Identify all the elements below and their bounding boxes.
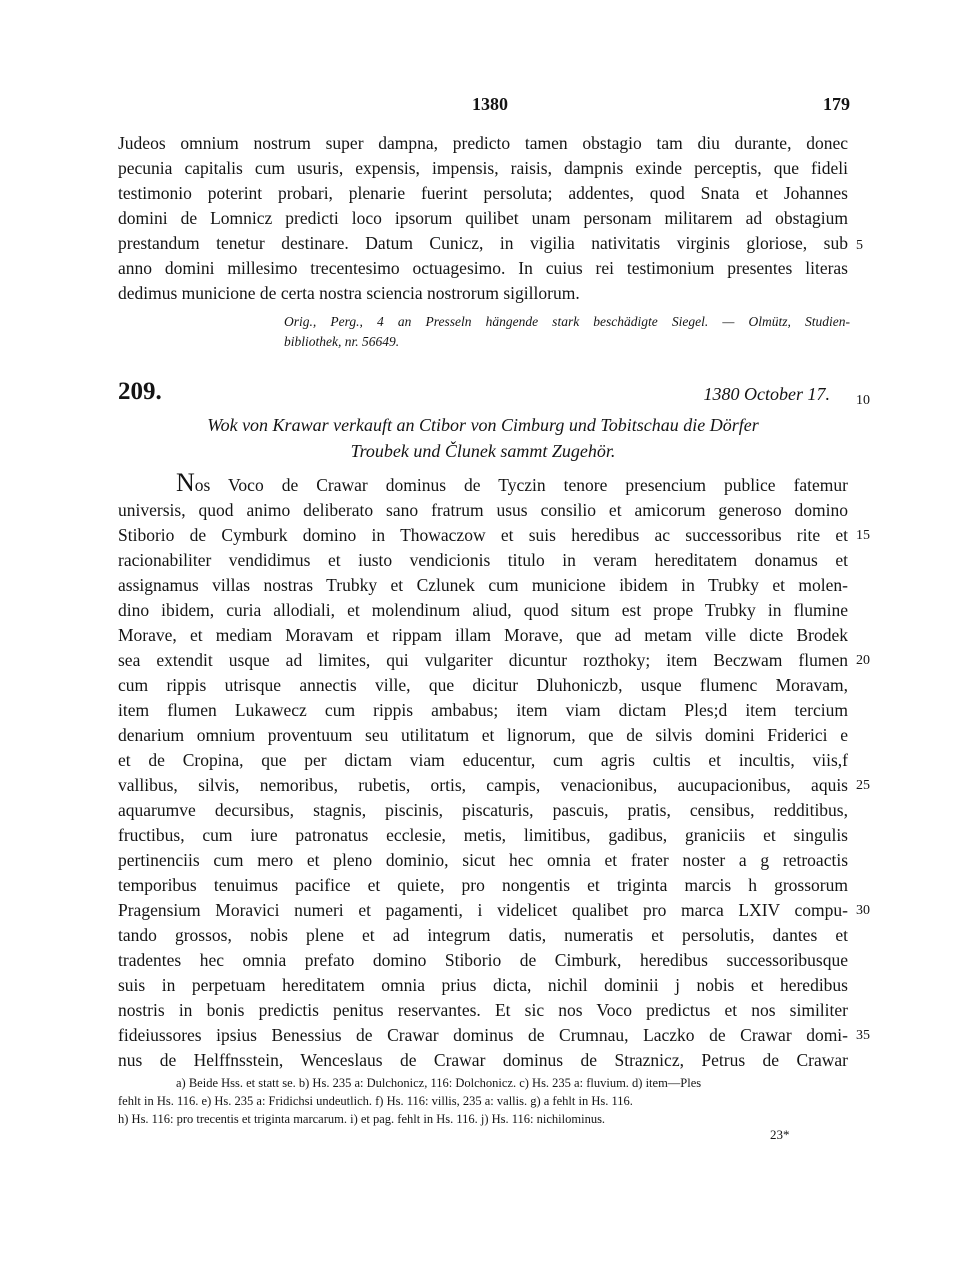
footnote-line: a) Beide Hss. et statt se. b) Hs. 235 a: Dulchonicz, 116: Dolchonicz. c) Hs. 235 a: fluvium. d) item—Ples [176, 1076, 702, 1090]
line-number: 25 [856, 778, 870, 793]
prev-text-line: anno domini millesimo trecentesimo octuagesimo. In cuius rei testimonium presentes literas [118, 258, 848, 278]
body-line: temporibus tenuimus pacifice et quiete, pro nongentis et triginta marcis h grossorum [118, 875, 848, 895]
body-line: et de Cropina, que per dictam viam educentur, cum agris cultis et incultis, viis,f [118, 750, 848, 770]
line-number: 35 [856, 1028, 870, 1043]
body-line: Stiborio de Cymburk domino in Thowaczow et suis heredibus ac successoribus rite et [118, 525, 848, 545]
prev-text-line: dedimus municione de certa nostra sciencia nostrorum sigillorum. [118, 283, 580, 303]
body-line: assignamus villas nostras Trubky et Czlunek cum municione ibidem in Trubky et molen- [118, 575, 848, 595]
running-head-year: 1380 [472, 94, 508, 114]
line-number: 30 [856, 903, 870, 918]
body-line: pertinenciis cum mero et pleno dominio, sicut hec omnia et frater noster a g retroactis [118, 850, 848, 870]
source-note: Orig., Perg., 4 an Presseln hängende stark beschädigte Siegel. — Olmütz, Studien- [284, 314, 850, 329]
body-line: denarium omnium proventuum seu utilitatum et lignorum, que de silvis domini Friderici e [118, 725, 848, 745]
initial-letter: N [176, 468, 195, 497]
body-line: sea extendit usque ad limites, qui vulgariter dicuntur rozthoky; item Beczwam flumen [118, 650, 848, 670]
regest-line: Wok von Krawar verkauft an Ctibor von Cimburg und Tobitschau die Dörfer [207, 415, 759, 435]
regest-line: Troubek und Člunek sammt Zugehör. [350, 441, 616, 461]
body-line: vallibus, silvis, nemoribus, rubetis, ortis, campis, venacionibus, aucupacionibus, aquis [118, 775, 848, 795]
body-first-line [176, 468, 848, 498]
line-number: 5 [856, 238, 863, 253]
footnote-line: h) Hs. 116: pro trecentis et triginta marcarum. i) et pag. fehlt in Hs. 116. j) Hs. 116: nichilominus. [118, 1112, 606, 1126]
body-line: suis in perpetuam hereditatem omnia prius dicta, nichil dominii j nobis et heredibus [118, 975, 848, 995]
body-line: Pragensium Moravici numeri et pagamenti, i videlicet qualibet pro marca LXIV compu- [118, 900, 848, 920]
footnote-line: fehlt in Hs. 116. e) Hs. 235 a: Fridichsi undeutlich. f) Hs. 116: villis, 235 a: vallis. g) a fehlt in Hs. 116. [118, 1094, 633, 1108]
body-line: tradentes hec omnia prefato domino Stiborio de Cimburk, heredibus successoribusque [118, 950, 848, 970]
body-line: dino ibidem, curia allodiali, et molendinum aliud, quod situm est prope Trubky in flumine [118, 600, 848, 620]
first-line-text: os Voco de Crawar dominus de Tyczin tenore presencium publice fatemur [194, 475, 848, 495]
page-number: 179 [823, 94, 850, 114]
line-number: 20 [856, 653, 870, 668]
body-line: fideiussores ipsius Benessius de Crawar dominus de Crumnau, Laczko de Crawar domi- [118, 1025, 848, 1045]
document-number: 209. [118, 378, 162, 405]
body-line: aquarumve decursibus, stagnis, piscinis, piscaturis, pascuis, pratis, censibus, redditibus, [118, 800, 848, 820]
body-line: item flumen Lukawecz cum rippis ambabus; item viam dictam Ples;d item tercium [118, 700, 848, 720]
line-number: 10 [856, 393, 870, 408]
prev-text-line: Judeos omnium nostrum super dampna, predicto tamen obstagio tam diu durante, donec [118, 133, 848, 153]
prev-text-line: domini de Lomnicz predicti loco ipsorum quilibet unam personam militarem ad obstagium [118, 208, 848, 228]
body-line: nostris in bonis predictis penitus reservantes. Et sic nos Voco predictus et nos similiter [118, 1000, 848, 1020]
body-line: nus de Helffnsstein, Wenceslaus de Crawar dominus de Straznicz, Petrus de Crawar [118, 1050, 848, 1070]
line-number: 15 [856, 528, 870, 543]
document-date: 1380 October 17. [703, 384, 830, 404]
body-line: tando grossos, nobis plene et ad integrum datis, numeratis et persolutis, dantes et [118, 925, 848, 945]
signature-mark: 23* [770, 1127, 790, 1142]
prev-text-line: pecunia capitalis cum usuris, expensis, impensis, raisis, dampnis exinde perceptis, que fideli [118, 158, 848, 178]
body-line: fructibus, cum iure patronatus ecclesie, metis, limitibus, gadibus, graniciis et singulis [118, 825, 848, 845]
body-line: universis, quod animo deliberato sano fratrum usus consilio et amicorum generoso domino [118, 500, 848, 520]
prev-text-line: prestandum tenetur destinare. Datum Cunicz, in vigilia nativitatis virginis gloriose, sub [118, 233, 848, 253]
source-note: bibliothek, nr. 56649. [284, 334, 400, 349]
body-line: racionabiliter vendidimus et iusto vendicionis titulo in veram hereditatem donamus et [118, 550, 848, 570]
body-line: Morave, et mediam Moravam et rippam illam Morave, que ad metam ville dicte Brodek [118, 625, 848, 645]
prev-text-line: testimonio poterint probari, plenarie fuerint persoluta; addentes, quod Snata et Johannes [118, 183, 848, 203]
body-line: cum rippis utrisque annectis ville, que dicitur Dluhoniczb, usque flumenc Moravam, [118, 675, 848, 695]
